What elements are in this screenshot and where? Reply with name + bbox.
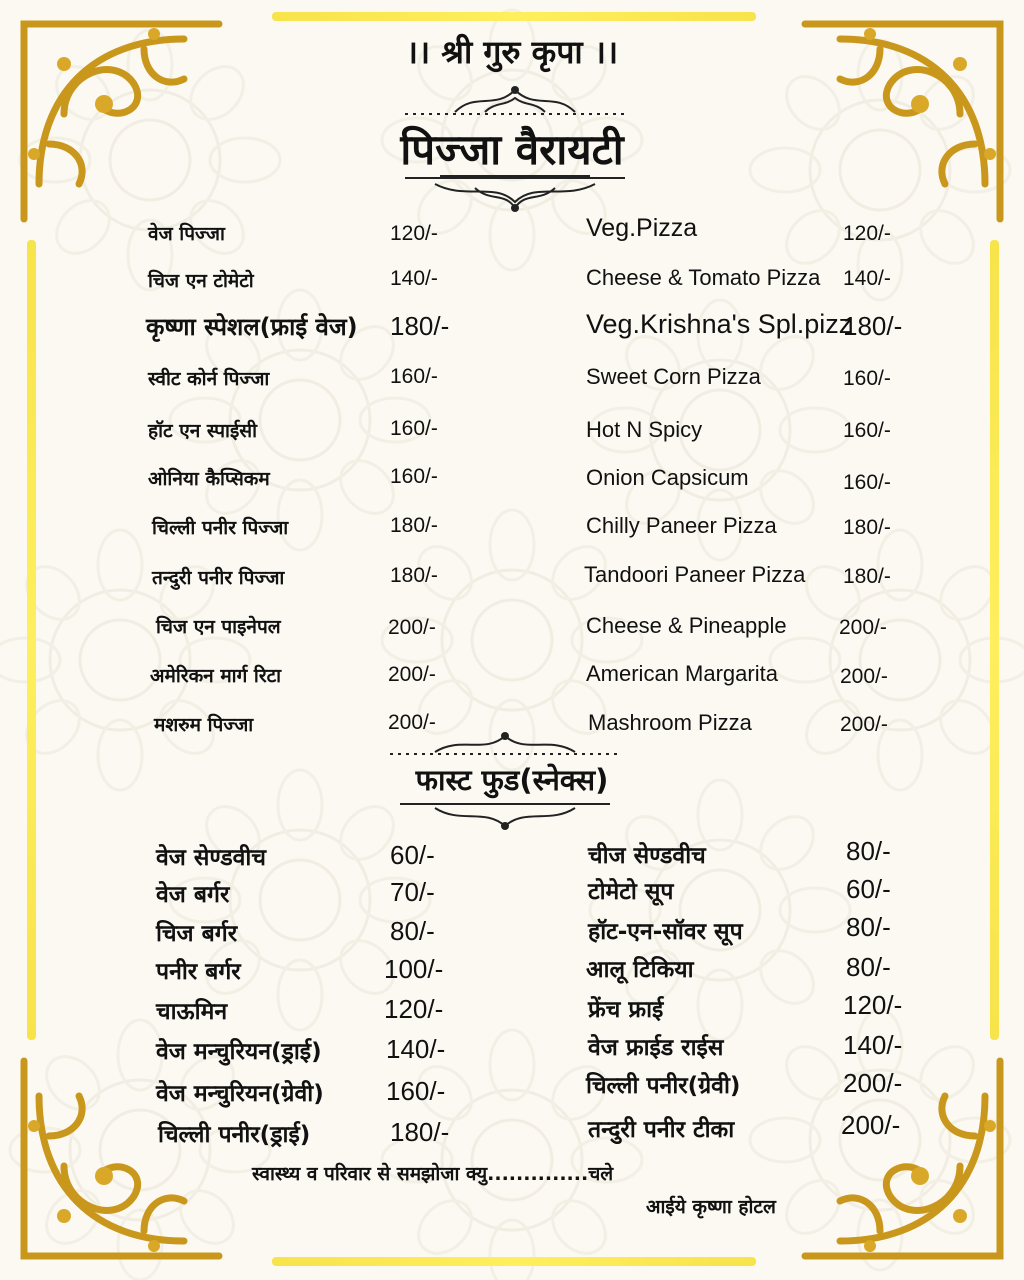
pizza-hi-name: चिज एन पाइनेपल [156, 616, 281, 638]
snack-name: चाऊमिन [156, 999, 228, 1025]
pizza-en-name: Veg.Pizza [586, 214, 698, 242]
pizza-en-name: Veg.Krishna's Spl.pizz [586, 309, 853, 339]
title-ornament-bottom [395, 170, 635, 214]
snack-price: 60/- [390, 840, 435, 870]
pizza-en-price: 160/- [843, 419, 891, 442]
snacks-ornament-bottom [390, 798, 620, 832]
pizza-en-price: 120/- [843, 222, 891, 245]
pizza-en-name: American Margarita [586, 661, 778, 686]
pizza-en-price: 180/- [843, 311, 903, 341]
snack-price: 80/- [846, 836, 891, 866]
snack-price: 140/- [386, 1034, 446, 1064]
snack-price: 140/- [843, 1030, 903, 1060]
snack-price: 200/- [843, 1068, 903, 1098]
snacks-ornament-top [385, 730, 625, 764]
pizza-en-name: Hot N Spicy [586, 417, 703, 442]
pizza-section-title: पिज्जा वैरायटी [400, 125, 624, 174]
pizza-hi-name: अमेरिकन मार्ग रिटा [150, 665, 282, 687]
pizza-en-name: Tandoori Paneer Pizza [584, 562, 806, 587]
snack-name: वेज बर्गर [156, 882, 230, 908]
title-ornament-top [395, 82, 635, 122]
pizza-hi-name: चिज एन टोमेटो [148, 270, 254, 292]
snack-price: 80/- [390, 916, 435, 946]
pizza-en-price: 140/- [843, 267, 891, 290]
snack-name: आलू टिकिया [586, 957, 694, 983]
pizza-hi-price: 140/- [390, 267, 438, 290]
corner-ornament-bottom-right [800, 1056, 1020, 1276]
right-border-bar [990, 240, 999, 1040]
snack-price: 120/- [384, 994, 444, 1024]
snack-price: 70/- [390, 877, 435, 907]
snack-name: वेज मन्चुरियन(ग्रेवी) [156, 1081, 324, 1107]
pizza-en-price: 180/- [843, 516, 891, 539]
pizza-en-price: 160/- [843, 471, 891, 494]
snack-name: चिज बर्गर [156, 921, 238, 947]
pizza-en-name: Onion Capsicum [586, 465, 749, 490]
snack-name: टोमेटो सूप [588, 879, 674, 905]
snack-name: चिल्ली पनीर(ग्रेवी) [586, 1073, 741, 1099]
pizza-hi-price: 160/- [390, 365, 438, 388]
left-border-bar [27, 240, 36, 1040]
pizza-hi-name: कृष्णा स्पेशल(फ्राई वेज) [146, 313, 358, 341]
top-border-bar [272, 12, 756, 21]
pizza-en-name: Sweet Corn Pizza [586, 364, 761, 389]
snack-name: चीज सेण्डवीच [588, 843, 706, 869]
snack-price: 80/- [846, 912, 891, 942]
pizza-hi-name: तन्दुरी पनीर पिज्जा [152, 567, 285, 589]
snack-price: 120/- [843, 990, 903, 1020]
pizza-en-name: Chilly Paneer Pizza [586, 513, 777, 538]
pizza-en-price: 160/- [843, 367, 891, 390]
snack-price: 160/- [386, 1076, 446, 1106]
pizza-hi-price: 160/- [390, 465, 438, 488]
snack-name: चिल्ली पनीर(ड्राई) [158, 1122, 311, 1148]
pizza-en-price: 180/- [843, 565, 891, 588]
footer-tagline: स्वास्थ्य व परिवार से समझोजा क्यु..............चले [252, 1163, 614, 1185]
snack-name: वेज सेण्डवीच [156, 845, 266, 871]
bottom-border-bar [272, 1257, 756, 1266]
footer-hotel-name: आईये कृष्णा होटल [646, 1196, 776, 1218]
snack-price: 200/- [841, 1110, 901, 1140]
pizza-en-name: Cheese & Pineapple [586, 613, 787, 638]
snacks-section-title: फास्ट फुड(स्नेक्स) [415, 763, 609, 797]
pizza-hi-price: 200/- [388, 711, 436, 734]
pizza-hi-price: 120/- [390, 222, 438, 245]
pizza-hi-price: 180/- [390, 311, 450, 341]
snack-price: 100/- [384, 954, 444, 984]
pizza-hi-name: स्वीट कोर्न पिज्जा [148, 368, 270, 390]
snack-price: 80/- [846, 952, 891, 982]
snack-name: वेज फ्राईड राईस [588, 1035, 724, 1061]
blessing-line: ।। श्री गुरु कृपा ।। [405, 33, 619, 71]
pizza-en-price: 200/- [840, 665, 888, 688]
snack-name: हॉट-एन-सॉवर सूप [588, 919, 743, 945]
pizza-hi-price: 160/- [390, 417, 438, 440]
pizza-hi-price: 180/- [390, 514, 438, 537]
pizza-hi-name: चिल्ली पनीर पिज्जा [152, 517, 289, 539]
snack-name: फ्रेंच फ्राई [588, 997, 664, 1023]
pizza-en-name: Cheese & Tomato Pizza [586, 265, 821, 290]
snack-price: 180/- [390, 1117, 450, 1147]
pizza-hi-name: हॉट एन स्पाईसी [148, 420, 258, 442]
snack-price: 60/- [846, 874, 891, 904]
pizza-hi-price: 200/- [388, 663, 436, 686]
pizza-hi-name: वेज पिज्जा [148, 223, 225, 245]
snack-name: वेज मन्चुरियन(ड्राई) [156, 1039, 322, 1065]
pizza-en-price: 200/- [840, 713, 888, 736]
pizza-hi-price: 180/- [390, 564, 438, 587]
pizza-hi-name: ओनिया कैप्सिकम [148, 468, 270, 490]
pizza-en-price: 200/- [839, 616, 887, 639]
pizza-hi-price: 200/- [388, 616, 436, 639]
pizza-en-name: Mashroom Pizza [588, 710, 752, 735]
snack-name: तन्दुरी पनीर टीका [588, 1117, 735, 1143]
snack-name: पनीर बर्गर [156, 959, 241, 985]
pizza-hi-name: मशरुम पिज्जा [154, 714, 254, 736]
